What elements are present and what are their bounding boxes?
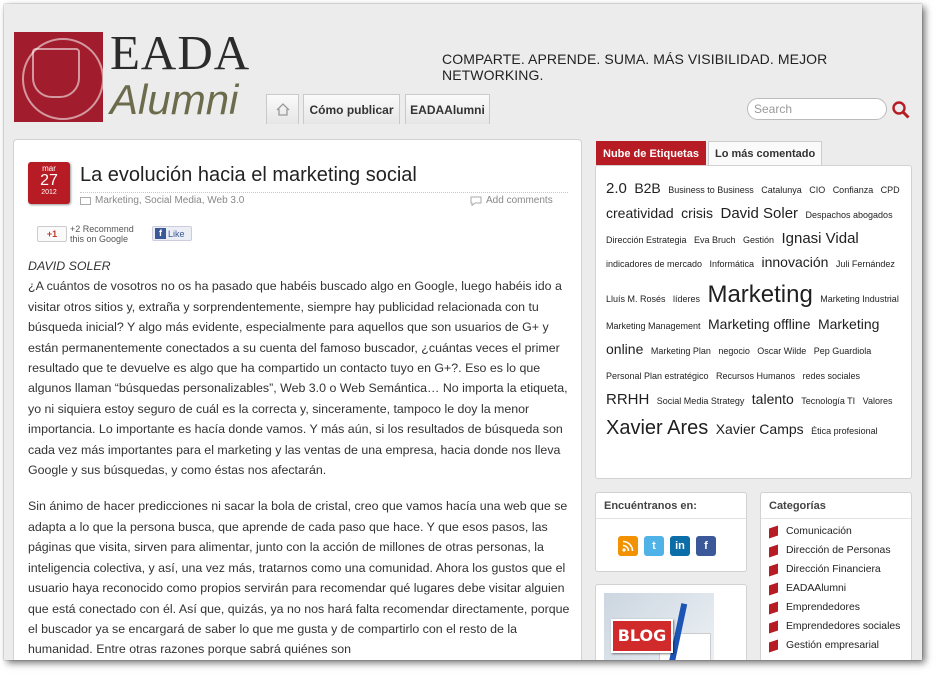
post-comments[interactable] — [470, 195, 553, 206]
tag-link[interactable]: innovación — [761, 254, 829, 271]
blog-post — [13, 139, 582, 660]
book-icon — [769, 583, 778, 596]
post-date-year: 2012 — [41, 189, 57, 196]
tag-link[interactable]: 2.0 — [606, 180, 627, 197]
post-author: DAVID SOLER — [28, 259, 111, 273]
category-item[interactable] — [769, 544, 911, 557]
post-paragraph-2: Sin ánimo de hacer predicciones ni sacar la bola de cristal, creo que vamos hacía una web que se adapta a lo que la persona busca, que aprende de cada paso que hace. Y que esos pasos, las páginas que visita, sirven para alimentar, junto con la acción de millones de otras personas, la inteligencia colectiva, y así, una vez más, tratarnos como una comunidad. Ahora los gustos que el usuario haya reconocido como propios servirán para recomendar qué lugares debe visitar alguien que está conectado con él. Así que, quizás, ya no nos hará falta recomendar directamente, porque el buscador ya se encargará de saber lo que me gusta y de compartirlo con el resto de la humanidad. Entre otras razones porque sabrá quiénes son — [28, 499, 570, 657]
tag-link[interactable]: Marketing Plan — [650, 346, 711, 357]
facebook-like-button[interactable] — [152, 226, 192, 241]
nav-home[interactable] — [266, 94, 299, 124]
tag-link[interactable]: CPD — [880, 185, 900, 195]
category-item[interactable] — [769, 601, 911, 614]
brand-alumni[interactable]: Alumni — [110, 76, 239, 123]
book-icon — [769, 602, 778, 615]
search-icon[interactable] — [892, 101, 910, 119]
rss-icon[interactable] — [618, 536, 638, 556]
post-date-month: mar — [42, 164, 56, 173]
blog-image-box — [595, 584, 747, 660]
tag-link[interactable]: Catalunya — [761, 185, 802, 195]
post-categories-links[interactable]: Marketing, Social Media, Web 3.0 — [95, 195, 245, 206]
tag-link[interactable]: talento — [751, 390, 794, 407]
category-label[interactable]: Comunicación — [786, 526, 852, 537]
post-paragraph-1: ¿A cuántos de vosotros no os ha pasado que habéis buscado algo en Google, luego habéis ido a visitar otros sitios y, extraña y sorprendentemente, siempre hay publicidad relacionada con tu búsqueda inicial? Y algo más evidente, especialmente para aquellos que son usuarios de G+ y están permanentemente conectados a su cuenta del famoso buscador, ¿cuántas veces el primer resultado que te devuelve es algo que ha compartido un contacto tuyo en G+?. Eso es lo que algunos llaman “búsquedas personalizables”, Web 3.0 o Web Semántica… No importa la etiqueta, yo ni siquiera estoy seguro de cuál es la correcta y, sinceramente, tampoco le doy la menor importancia. Lo importante es hacía donde vamos. Y más aún, si los resultados de búsqueda son cada vez más importantes para el marketing y las ventas de una empresa, hacia donde nos lleva Google y sus búsquedas, y como éstas nos afectarán. — [28, 279, 568, 478]
tab-nube-de-etiquetas[interactable]: Nube de Etiquetas — [596, 141, 706, 165]
folder-icon — [80, 196, 91, 205]
tag-link[interactable]: indicadores de mercado — [606, 259, 703, 270]
category-item[interactable] — [769, 582, 911, 595]
tag-link[interactable]: Juli Fernández — [835, 259, 895, 270]
facebook-icon[interactable]: f — [696, 536, 716, 556]
sidebar-tabs — [596, 141, 822, 165]
tag-link[interactable]: B2B — [634, 180, 661, 196]
post-body — [28, 256, 571, 660]
tag-link[interactable]: Pep Guardiola — [813, 346, 872, 357]
tag-link[interactable]: Social Media Strategy — [656, 395, 745, 406]
tag-link[interactable]: Confianza — [832, 185, 874, 195]
category-label[interactable]: EADAAlumni — [786, 583, 847, 594]
comment-icon — [470, 196, 482, 206]
categories-title: Categorías — [761, 493, 911, 519]
facebook-like-label: Like — [168, 228, 185, 239]
tag-link[interactable]: Informática — [709, 259, 755, 270]
category-item[interactable] — [769, 563, 911, 576]
tag-link[interactable]: Marketing offline — [708, 316, 811, 333]
tag-link[interactable]: Eva Bruch — [694, 234, 736, 245]
post-title[interactable]: La evolución hacia el marketing social — [80, 164, 417, 186]
recommend-text: +2 Recommend this on Google — [70, 224, 134, 244]
book-icon — [769, 526, 778, 539]
category-label[interactable]: Dirección Financiera — [786, 564, 881, 575]
tag-link[interactable]: Xavier Camps — [715, 420, 804, 437]
tag-link[interactable]: Ignasi Vidal — [781, 229, 859, 247]
twitter-icon[interactable]: t — [644, 536, 664, 556]
category-item[interactable] — [769, 525, 911, 538]
seal-shield — [32, 48, 80, 98]
tag-link[interactable]: Tecnología TI — [801, 395, 856, 406]
eada-seal-logo[interactable] — [14, 32, 103, 122]
find-us-title: Encuéntranos en: — [596, 493, 746, 519]
tag-link[interactable]: redes sociales — [802, 370, 861, 381]
tag-link[interactable]: negocio — [718, 346, 750, 357]
tag-link[interactable]: Marketing online — [606, 316, 880, 358]
category-label[interactable]: Emprendedores sociales — [786, 621, 901, 632]
meta-divider — [80, 192, 568, 193]
post-categories — [80, 195, 244, 206]
search-input[interactable]: Search — [747, 98, 887, 120]
linkedin-icon[interactable]: in — [670, 536, 690, 556]
nav-eadaalumni[interactable]: EADAAlumni — [405, 94, 490, 124]
google-plus-one-button[interactable] — [37, 226, 67, 242]
post-date-day: 27 — [40, 172, 58, 189]
tab-lo-mas-comentado[interactable]: Lo más comentado — [708, 141, 822, 165]
tag-link[interactable]: Ética profesional — [811, 425, 878, 436]
tag-link[interactable]: Valores — [862, 395, 893, 406]
book-icon — [769, 564, 778, 577]
tag-link[interactable]: Gestión — [742, 234, 775, 245]
blog-image-label: BLOG — [611, 619, 673, 653]
book-icon — [769, 545, 778, 558]
home-icon — [276, 103, 290, 116]
tag-link[interactable]: crisis — [681, 204, 714, 221]
tag-link[interactable]: Oscar Wilde — [757, 346, 807, 357]
category-label[interactable]: Gestión empresarial — [786, 640, 879, 651]
book-icon — [769, 621, 778, 634]
tag-link[interactable]: Recursos Humanos — [716, 370, 796, 381]
categories-list — [761, 519, 911, 652]
brand-eada[interactable]: EADA — [110, 25, 251, 80]
find-us-box — [595, 492, 747, 572]
tag-link[interactable]: Marketing Management — [606, 321, 701, 332]
tag-link[interactable]: Lluís M. Rosés — [606, 294, 666, 305]
category-label[interactable]: Dirección de Personas — [786, 545, 891, 556]
gplus-label: +1 — [46, 229, 58, 239]
tag-link[interactable]: RRHH — [606, 390, 650, 408]
tag-link[interactable]: Xavier Ares — [606, 416, 709, 439]
social-icons — [618, 536, 716, 556]
facebook-icon: f — [155, 228, 166, 239]
add-comments-link[interactable]: Add comments — [486, 195, 553, 206]
tag-cloud — [606, 177, 903, 444]
tag-link[interactable]: Business to Business — [668, 185, 754, 195]
tag-link[interactable]: Dirección Estrategia — [606, 234, 687, 245]
tag-link[interactable]: David Soler — [720, 204, 799, 222]
book-icon — [769, 640, 778, 653]
tag-link[interactable]: creatividad — [606, 204, 674, 221]
tag-cloud-box — [595, 165, 912, 479]
nav-como-publicar[interactable]: Cómo publicar — [303, 94, 400, 124]
category-item[interactable] — [769, 639, 911, 652]
browser-page — [4, 4, 922, 660]
tag-link[interactable]: CIO — [809, 185, 826, 195]
category-label[interactable]: Emprendedores — [786, 602, 860, 613]
blog-image[interactable] — [604, 593, 714, 660]
tag-link[interactable]: Personal Plan estratégico — [606, 370, 709, 381]
categories-box — [760, 492, 912, 660]
site-tagline: COMPARTE. APRENDE. SUMA. MÁS VISIBILIDAD. MEJOR NETWORKING. — [442, 51, 828, 83]
tag-link[interactable]: Despachos abogados — [805, 209, 893, 220]
category-item[interactable] — [769, 620, 911, 633]
post-date-badge — [28, 162, 70, 204]
tag-link[interactable]: Marketing — [707, 281, 813, 309]
tag-link[interactable]: líderes — [672, 294, 700, 305]
tag-link[interactable]: Marketing Industrial — [820, 294, 899, 305]
